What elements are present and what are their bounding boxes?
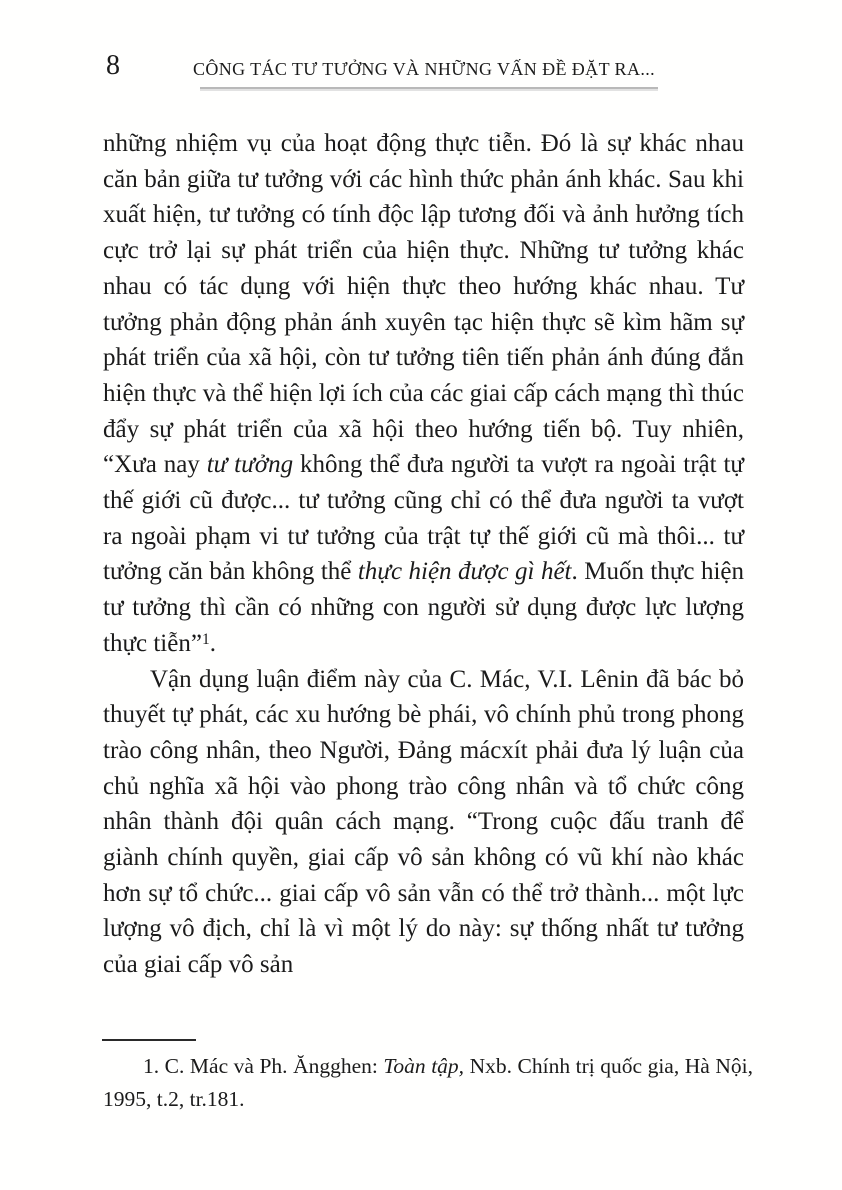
page-number: 8: [106, 50, 120, 81]
footnote-citation-text: Nxb. Chính trị quốc gia, Hà Nội, 1995, t.2, tr.181.: [103, 1054, 753, 1111]
paragraph-1-text: .: [209, 629, 216, 657]
paragraph-1-text: không thể đưa người ta vượt ra ngoài trật tự thế giới cũ được... tư tưởng cũng chỉ có thể đưa người ta vượt ra ngoài phạm vi tư tưởng của trật tự thế giới cũ mà thôi... tư tưởng căn bản không thể: [103, 451, 744, 586]
running-header-title: CÔNG TÁC TƯ TƯỞNG VÀ NHỮNG VẤN ĐỀ ĐẶT RA...: [192, 59, 656, 79]
paragraph-1-text: . Muốn thực hiện tư tưởng thì cần có những con người sử dụng được lực lượng thực tiễn”: [103, 558, 744, 657]
paragraph-1-text: những nhiệm vụ của hoạt động thực tiễn. Đó là sự khác nhau căn bản giữa tư tưởng với các hình thức phản ánh khác. Sau khi xuất hiện, tư tưởng có tính độc lập tương đối và ảnh hưởng tích cực trở lại sự phát triển của hiện thực. Những tư tưởng khác nhau có tác dụng với hiện thực theo hướng khác nhau. Tư tưởng phản động phản ánh xuyên tạc hiện thực sẽ kìm hãm sự phát triển của xã hội, còn tư tưởng tiên tiến phản ánh đúng đắn hiện thực và thể hiện lợi ích của các giai cấp cách mạng thì thúc đẩy sự phát triển của xã hội theo hướng tiến bộ. Tuy nhiên, “Xưa nay: [103, 130, 744, 479]
quote-italic-term: tư tưởng: [206, 451, 294, 479]
footnote-citation-text: 1. C. Mác và Ph. Ăngghen:: [143, 1054, 384, 1078]
body-paragraph-1: [103, 126, 744, 662]
paragraph-2-text: Vận dụng luận điểm này của C. Mác, V.I. Lênin đã bác bỏ thuyết tự phát, các xu hướng bè phái, vô chính phủ trong phong trào công nhân, theo Người, Đảng mácxít phải đưa lý luận của chủ nghĩa xã hội vào phong trào công nhân và tổ chức công nhân thành đội quân cách mạng. “Trong cuộc đấu tranh để giành chính quyền, giai cấp vô sản không có vũ khí nào khác hơn sự tổ chức... giai cấp vô sản vẫn có thể trở thành... một lực lượng vô địch, chỉ là vì một lý do này: sự thống nhất tư tưởng của giai cấp vô sản: [103, 665, 744, 979]
footnote-work-title-italic: Toàn tập,: [383, 1054, 465, 1078]
footnote: [103, 1050, 753, 1116]
footnote-rule: [102, 1039, 196, 1041]
page-body: [103, 126, 744, 983]
header-rule: [200, 87, 658, 89]
body-paragraph-2: [103, 662, 744, 983]
quote-italic-phrase: thực hiện được gì hết: [357, 558, 572, 586]
footnote-reference-superscript: 1: [201, 630, 210, 648]
